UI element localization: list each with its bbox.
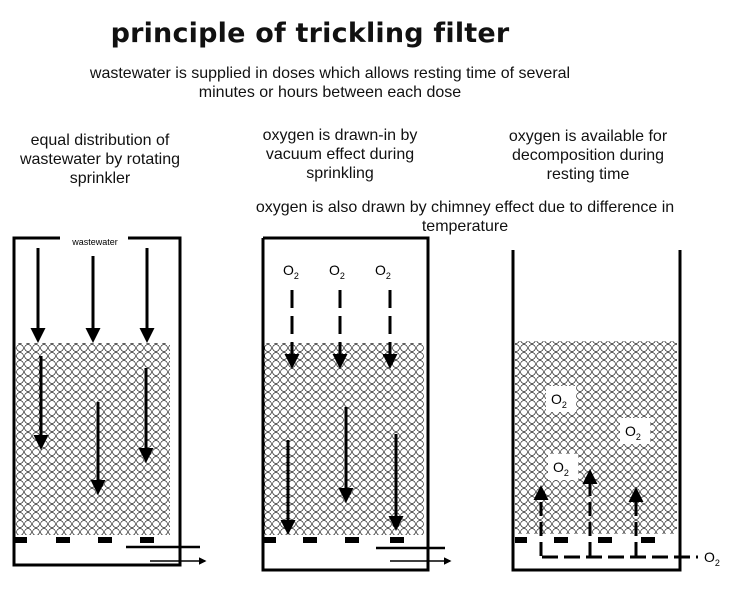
page-title: principle of trickling filter [110,18,510,49]
o2-label: $O_2$ [329,262,345,281]
o2-label: $O_2$ [704,549,720,568]
subtitle: wastewater is supplied in doses which allows resting time of several minutes or hours between each dose [89,65,571,102]
caption-panel-2: oxygen is drawn-in by vacuum effect during sprinkling [262,127,418,183]
o2-label: $O_2$ [375,262,391,281]
underdrain-1 [15,537,154,543]
o2-label: $O_2$ [551,391,567,410]
caption-panel-3: oxygen is available for decomposition during resting time [508,128,668,184]
filter-media-3 [515,341,677,534]
wastewater-label: wastewater [72,237,118,247]
caption-chimney-effect: oxygen is also drawn by chimney effect due to difference in temperature [255,199,675,236]
panel-1-sprinkling [14,237,205,565]
o2-label: $O_2$ [553,459,569,478]
panel-2-vacuum-effect [263,238,450,570]
panel-3-resting-time [513,250,720,570]
underdrain-2 [264,537,404,543]
caption-panel-1: equal distribution of wastewater by rotating sprinkler [19,132,181,188]
underdrain-3 [515,537,655,543]
o2-label: $O_2$ [625,423,641,442]
o2-label: $O_2$ [283,262,299,281]
